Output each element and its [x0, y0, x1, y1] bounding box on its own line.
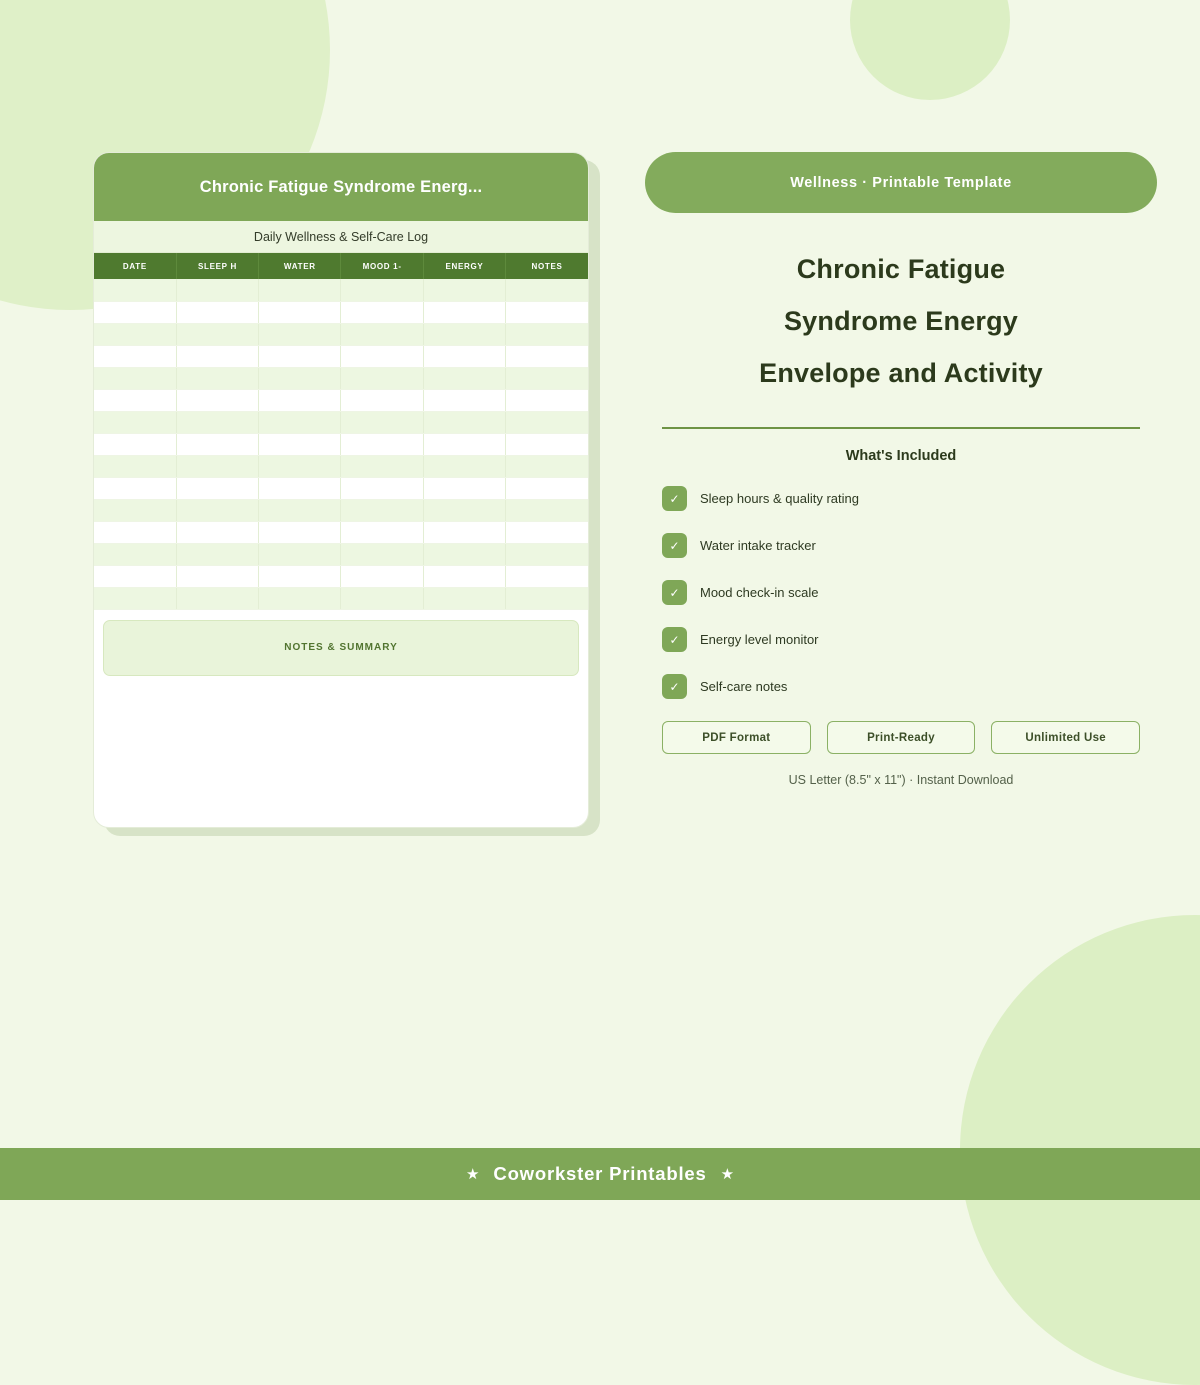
cell[interactable] [506, 411, 588, 433]
cell[interactable] [176, 301, 258, 323]
cell[interactable] [259, 499, 341, 521]
cell[interactable] [423, 477, 505, 499]
cell[interactable] [341, 477, 423, 499]
cell[interactable] [94, 301, 176, 323]
cell[interactable] [259, 565, 341, 587]
cell[interactable] [176, 521, 258, 543]
cell[interactable] [94, 411, 176, 433]
cell[interactable] [176, 279, 258, 301]
cell[interactable] [423, 301, 505, 323]
check-icon: ✓ [662, 533, 687, 558]
cell[interactable] [341, 499, 423, 521]
cell[interactable] [506, 521, 588, 543]
feature-list [662, 486, 1157, 699]
table-row[interactable] [94, 411, 588, 433]
cell[interactable] [506, 433, 588, 455]
cell[interactable] [341, 411, 423, 433]
cell[interactable] [259, 345, 341, 367]
cell[interactable] [506, 323, 588, 345]
details-panel [645, 152, 1157, 787]
table-body [94, 279, 588, 609]
printable-preview-card[interactable] [93, 152, 589, 828]
status-badge-pdf-format[interactable]: PDF Format [662, 721, 811, 754]
preview-subtitle: Daily Wellness & Self-Care Log [94, 221, 588, 253]
table-row[interactable] [94, 565, 588, 587]
format-meta-text: US Letter (8.5" x 11") · Instant Download [788, 773, 1014, 788]
cell[interactable] [94, 367, 176, 389]
cell[interactable] [341, 587, 423, 609]
cell[interactable] [94, 587, 176, 609]
feature-label: Water intake tracker [700, 538, 816, 554]
cell[interactable] [423, 389, 505, 411]
table-row[interactable] [94, 367, 588, 389]
status-badge-unlimited-use[interactable]: Unlimited Use [991, 721, 1140, 754]
cell[interactable] [94, 345, 176, 367]
feature-label: Mood check-in scale [700, 585, 819, 601]
list-item [662, 627, 1157, 652]
check-icon: ✓ [662, 580, 687, 605]
cell[interactable] [176, 367, 258, 389]
column-header-date: DATE [94, 253, 176, 279]
cell[interactable] [423, 543, 505, 565]
cell[interactable] [94, 433, 176, 455]
cell[interactable] [423, 455, 505, 477]
table-row[interactable] [94, 301, 588, 323]
table-row[interactable] [94, 587, 588, 609]
cell[interactable] [94, 499, 176, 521]
table-row[interactable] [94, 345, 588, 367]
cell[interactable] [423, 521, 505, 543]
table-row[interactable] [94, 323, 588, 345]
cell[interactable] [176, 543, 258, 565]
cell[interactable] [341, 389, 423, 411]
cell[interactable] [259, 367, 341, 389]
page-title-line-2: Syndrome Energy [783, 306, 1019, 337]
column-header-mood: MOOD 1- [341, 253, 423, 279]
table-row[interactable] [94, 477, 588, 499]
section-divider [662, 427, 1140, 429]
cell[interactable] [176, 411, 258, 433]
footer-bar [0, 1148, 1200, 1200]
cell[interactable] [341, 521, 423, 543]
cell[interactable] [176, 477, 258, 499]
cell[interactable] [341, 543, 423, 565]
cell[interactable] [423, 411, 505, 433]
cell[interactable] [506, 455, 588, 477]
cell[interactable] [423, 323, 505, 345]
check-icon: ✓ [662, 674, 687, 699]
feature-label: Self-care notes [700, 679, 788, 695]
table-row[interactable] [94, 455, 588, 477]
cell[interactable] [341, 433, 423, 455]
cell[interactable] [259, 389, 341, 411]
cell[interactable] [506, 565, 588, 587]
cell[interactable] [423, 367, 505, 389]
cell[interactable] [259, 521, 341, 543]
cell[interactable] [341, 565, 423, 587]
cell[interactable] [341, 345, 423, 367]
cell[interactable] [176, 433, 258, 455]
cell[interactable] [506, 543, 588, 565]
cell[interactable] [259, 323, 341, 345]
star-icon: ★ [465, 1166, 480, 1183]
cell[interactable] [423, 345, 505, 367]
category-pill-label: Wellness · Printable Template [790, 174, 1012, 191]
notes-summary-box[interactable] [103, 620, 579, 676]
cell[interactable] [259, 543, 341, 565]
included-heading: What's Included [845, 448, 957, 465]
log-table [94, 253, 588, 610]
cell[interactable] [506, 587, 588, 609]
cell[interactable] [506, 345, 588, 367]
badge-row [662, 721, 1140, 754]
table-row[interactable] [94, 433, 588, 455]
cell[interactable] [423, 499, 505, 521]
cell[interactable] [259, 279, 341, 301]
table-header-row [94, 253, 588, 279]
cell[interactable] [423, 565, 505, 587]
column-header-water: WATER [259, 253, 341, 279]
cell[interactable] [423, 587, 505, 609]
cell[interactable] [94, 521, 176, 543]
cell[interactable] [259, 301, 341, 323]
cell[interactable] [176, 455, 258, 477]
cell[interactable] [506, 477, 588, 499]
notes-summary-label: NOTES & SUMMARY [284, 642, 398, 653]
footer-brand: Coworkster Printables [493, 1163, 707, 1184]
cell[interactable] [94, 477, 176, 499]
cell[interactable] [94, 389, 176, 411]
cell[interactable] [176, 323, 258, 345]
feature-label: Energy level monitor [700, 632, 819, 648]
category-pill [645, 152, 1157, 213]
list-item [662, 533, 1157, 558]
cell[interactable] [176, 389, 258, 411]
cell[interactable] [341, 301, 423, 323]
cell[interactable] [176, 499, 258, 521]
preview-header [94, 153, 588, 221]
star-icon: ★ [720, 1166, 735, 1183]
cell[interactable] [94, 543, 176, 565]
cell[interactable] [506, 367, 588, 389]
cell[interactable] [94, 455, 176, 477]
table-row[interactable] [94, 389, 588, 411]
cell[interactable] [341, 323, 423, 345]
column-header-energy: ENERGY [423, 253, 505, 279]
cell[interactable] [94, 565, 176, 587]
column-header-notes: NOTES [506, 253, 588, 279]
page-title [645, 243, 1157, 399]
cell[interactable] [423, 279, 505, 301]
cell[interactable] [259, 477, 341, 499]
check-icon: ✓ [662, 486, 687, 511]
cell[interactable] [506, 499, 588, 521]
feature-label: Sleep hours & quality rating [700, 491, 859, 507]
preview-title: Chronic Fatigue Syndrome Energ... [199, 177, 483, 196]
cell[interactable] [506, 279, 588, 301]
cell[interactable] [176, 587, 258, 609]
cell[interactable] [506, 301, 588, 323]
cell[interactable] [176, 345, 258, 367]
status-badge-print-ready[interactable]: Print-Ready [827, 721, 976, 754]
cell[interactable] [506, 389, 588, 411]
page-title-line-3: Envelope and Activity [759, 358, 1043, 389]
cell[interactable] [94, 323, 176, 345]
cell[interactable] [259, 587, 341, 609]
table-row[interactable] [94, 521, 588, 543]
table-row[interactable] [94, 279, 588, 301]
list-item [662, 486, 1157, 511]
cell[interactable] [259, 433, 341, 455]
cell[interactable] [176, 565, 258, 587]
cell[interactable] [259, 411, 341, 433]
check-icon: ✓ [662, 627, 687, 652]
column-header-sleep: SLEEP H [176, 253, 258, 279]
cell[interactable] [94, 279, 176, 301]
cell[interactable] [423, 433, 505, 455]
list-item [662, 674, 1157, 699]
table-row[interactable] [94, 543, 588, 565]
cell[interactable] [341, 367, 423, 389]
page-title-line-1: Chronic Fatigue [796, 254, 1006, 284]
cell[interactable] [341, 455, 423, 477]
list-item [662, 580, 1157, 605]
cell[interactable] [259, 455, 341, 477]
table-row[interactable] [94, 499, 588, 521]
cell[interactable] [341, 279, 423, 301]
